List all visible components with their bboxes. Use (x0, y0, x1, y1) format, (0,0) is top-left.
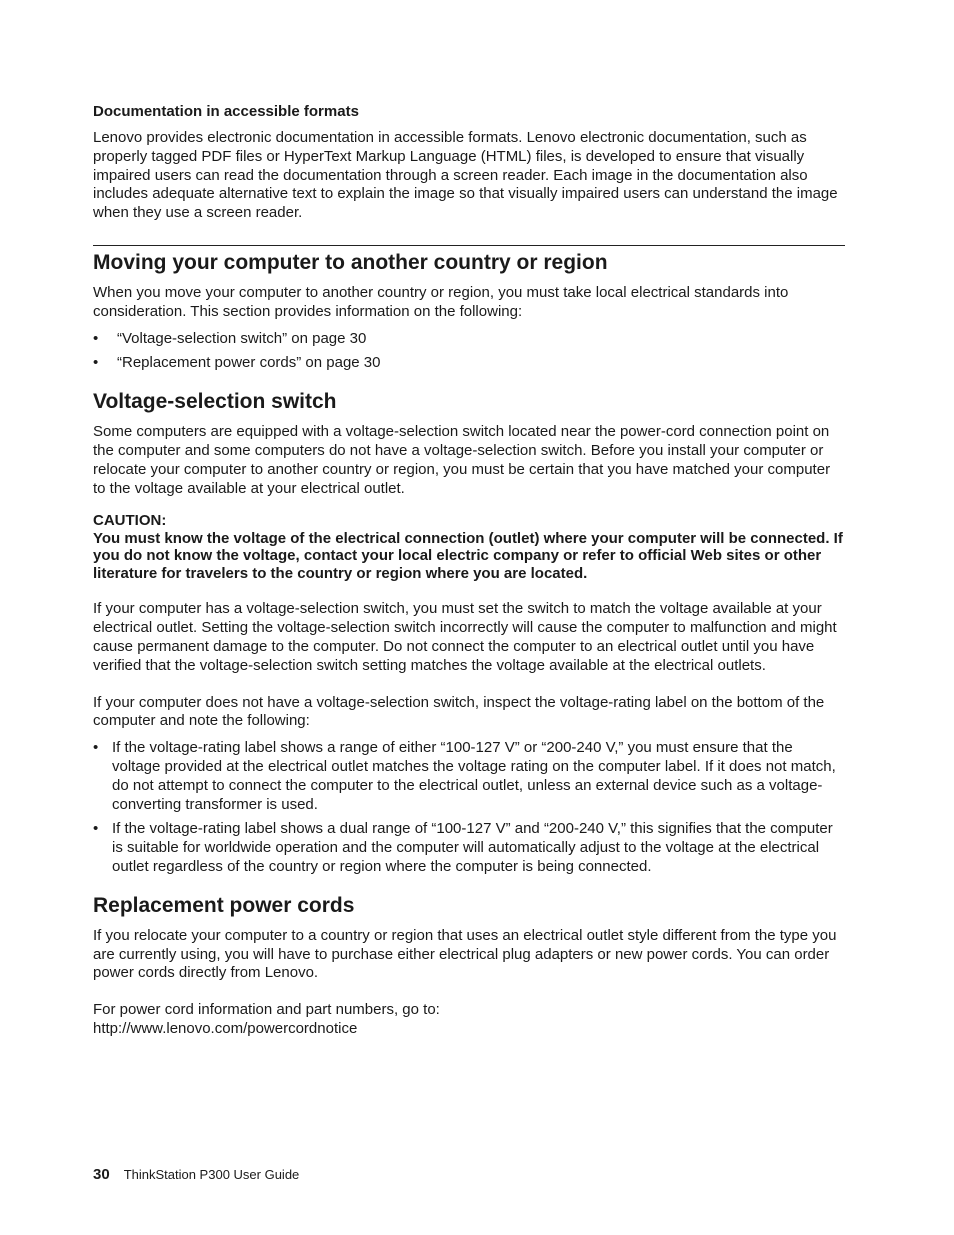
voltage-note-single-range: If the voltage-rating label shows a range of either “100-127 V” or “200-240 V,” you must ensure that the voltage provided at the electrical outlet matches the voltage rating on the computer label. If it does not match, do not attempt to connect the computer to the electrical outlet, unless an external device such as a voltage-converting transformer is used. (112, 739, 836, 813)
topic-link-voltage-switch[interactable]: “Voltage-selection switch” on page 30 (117, 329, 367, 347)
power-cord-url-link[interactable]: http://www.lenovo.com/powercordnotice (93, 1019, 358, 1037)
moving-section-intro: When you move your computer to another country or region, you must take local electrical standards into consideration. This section provides information on the following: (93, 283, 789, 320)
list-item (93, 820, 845, 876)
bullet-icon: • (93, 354, 99, 372)
accessible-formats-body: Lenovo provides electronic documentation in accessible formats. Lenovo electronic documentation, such as properly tagged PDF files or HyperText Markup Language (HTML) files, is developed to ensure that visually impaired users can read the documentation through a screen reader. Each image in the documentation also includes adequate alternative text to explain the image so that visually impaired users can understand the image when they use a screen reader. (93, 129, 838, 222)
list-item (93, 354, 845, 373)
cords-info-line: For power cord information and part numbers, go to: (93, 1001, 440, 1019)
list-item (93, 739, 845, 814)
caution-text: You must know the voltage of the electrical connection (outlet) where your computer will be connected. If you do not know the voltage, contact your local electric company or refer to official Web sites or other literature for travelers to the country or region where you are located. (93, 529, 843, 582)
guide-title: ThinkStation P300 User Guide (123, 1167, 300, 1182)
voltage-section-title: Voltage-selection switch (93, 390, 337, 414)
list-item (93, 330, 845, 349)
cords-section-title: Replacement power cords (93, 893, 355, 917)
section-divider (93, 245, 845, 246)
voltage-with-switch-paragraph: If your computer has a voltage-selection switch, you must set the switch to match the voltage available at your electrical outlet. Setting the voltage-selection switch incorrectly will cause the computer to malfunction and might cause permanent damage to the computer. Do not connect the computer to an electrical outlet until you have verified that the voltage-selection switch setting matches the voltage available at the electrical outlets. (93, 600, 837, 674)
accessible-formats-heading: Documentation in accessible formats (93, 103, 359, 120)
moving-topic-list (93, 330, 845, 374)
voltage-label-notes (93, 739, 845, 877)
voltage-note-dual-range: If the voltage-rating label shows a dual range of “100-127 V” and “200-240 V,” this signifies that the computer is suitable for worldwide operation and the computer will automatically adjust to the voltage at the electrical outlet regardless of the country or region where the computer is being connected. (112, 820, 833, 875)
moving-section-title: Moving your computer to another country or region (93, 250, 608, 274)
caution-notice (93, 512, 845, 582)
voltage-section-intro: Some computers are equipped with a voltage-selection switch located near the power-cord connection point on the computer and some computers do not have a voltage-selection switch. Before you install your computer or relocate your computer to another country or region, you must be certain that you have matched your computer to the voltage available at your electrical outlet. (93, 423, 831, 497)
topic-link-power-cords[interactable]: “Replacement power cords” on page 30 (117, 354, 381, 372)
page-footer (93, 1166, 299, 1184)
page-number: 30 (93, 1166, 110, 1183)
caution-label: CAUTION: (93, 512, 167, 530)
bullet-icon: • (93, 739, 99, 757)
bullet-icon: • (93, 329, 99, 347)
page-content (93, 102, 845, 1039)
voltage-without-switch-paragraph: If your computer does not have a voltage-selection switch, inspect the voltage-rating label on the bottom of the computer and note the following: (93, 693, 825, 730)
bullet-icon: • (93, 820, 99, 838)
cords-section-body: If you relocate your computer to a country or region that uses an electrical outlet style different from the type you are currently using, you will have to purchase either electrical plug adapters or new power cords. You can order power cords directly from Lenovo. (93, 926, 837, 982)
